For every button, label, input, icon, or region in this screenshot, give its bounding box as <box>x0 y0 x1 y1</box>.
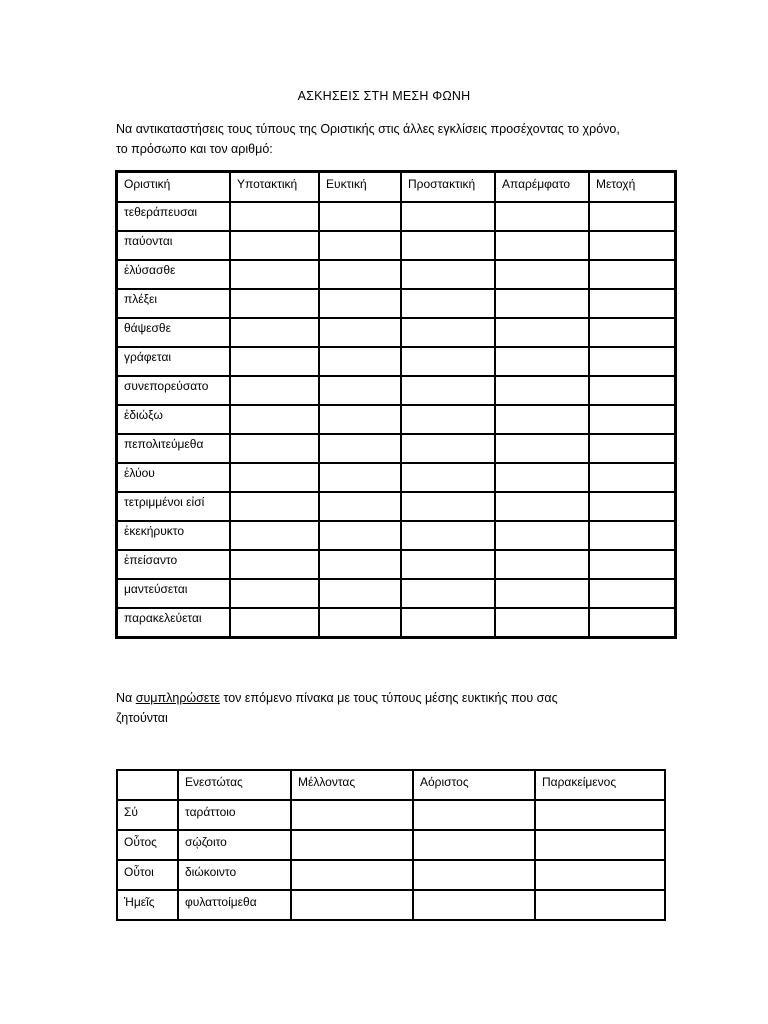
answer-cell[interactable] <box>401 579 495 608</box>
answer-cell[interactable] <box>230 231 319 260</box>
answer-cell[interactable] <box>535 860 665 890</box>
answer-cell[interactable] <box>589 434 675 463</box>
answer-cell[interactable] <box>495 521 589 550</box>
table-row <box>117 376 675 405</box>
table-row <box>117 289 675 318</box>
answer-cell[interactable] <box>535 830 665 860</box>
answer-cell[interactable] <box>589 347 675 376</box>
table-row <box>117 347 675 376</box>
answer-cell[interactable] <box>401 463 495 492</box>
answer-cell[interactable] <box>319 347 401 376</box>
answer-cell[interactable] <box>401 608 495 637</box>
answer-cell[interactable] <box>589 289 675 318</box>
page-title: ΑΣΚΗΣΕΙΣ ΣΤΗ ΜΕΣΗ ΦΩΝΗ <box>297 89 471 103</box>
answer-cell[interactable] <box>495 550 589 579</box>
answer-cell[interactable] <box>589 550 675 579</box>
answer-cell[interactable] <box>319 434 401 463</box>
exercise2-instruction <box>116 688 676 728</box>
present-optative-cell: ταράττοιο <box>178 800 291 830</box>
optative-header-row <box>117 770 665 800</box>
table-row <box>117 521 675 550</box>
exercise1-instruction <box>116 119 676 159</box>
answer-cell[interactable] <box>495 289 589 318</box>
answer-cell[interactable] <box>495 231 589 260</box>
answer-cell[interactable] <box>230 318 319 347</box>
middle-optative-table <box>116 769 666 921</box>
answer-cell[interactable] <box>319 492 401 521</box>
table-row <box>117 260 675 289</box>
indicative-form-cell: ἐλύσασθε <box>117 260 230 289</box>
answer-cell[interactable] <box>589 202 675 231</box>
column-header: Μετοχή <box>589 172 675 202</box>
answer-cell[interactable] <box>401 376 495 405</box>
subject-cell: Σύ <box>117 800 178 830</box>
answer-cell[interactable] <box>495 260 589 289</box>
indicative-form-cell: ἐλύου <box>117 463 230 492</box>
present-optative-cell: φυλαττοίμεθα <box>178 890 291 920</box>
answer-cell[interactable] <box>319 202 401 231</box>
answer-cell[interactable] <box>401 202 495 231</box>
answer-cell[interactable] <box>495 492 589 521</box>
answer-cell[interactable] <box>589 521 675 550</box>
answer-cell[interactable] <box>589 405 675 434</box>
answer-cell[interactable] <box>535 890 665 920</box>
table-row <box>117 860 665 890</box>
answer-cell[interactable] <box>589 231 675 260</box>
subject-cell: Ἡμεῖς <box>117 890 178 920</box>
answer-cell[interactable] <box>291 830 413 860</box>
column-header: Οριστική <box>117 172 230 202</box>
answer-cell[interactable] <box>319 260 401 289</box>
column-header: Απαρέμφατο <box>495 172 589 202</box>
table-row <box>117 434 675 463</box>
indicative-form-cell: παύονται <box>117 231 230 260</box>
answer-cell[interactable] <box>291 860 413 890</box>
indicative-form-cell: ἐπείσαντο <box>117 550 230 579</box>
subject-cell: Οὗτος <box>117 830 178 860</box>
table-row <box>117 550 675 579</box>
answer-cell[interactable] <box>230 608 319 637</box>
answer-cell[interactable] <box>230 463 319 492</box>
answer-cell[interactable] <box>401 318 495 347</box>
answer-cell[interactable] <box>413 800 535 830</box>
answer-cell[interactable] <box>401 434 495 463</box>
answer-cell[interactable] <box>230 202 319 231</box>
table-row <box>117 202 675 231</box>
answer-cell[interactable] <box>319 289 401 318</box>
indicative-form-cell: θάψεσθε <box>117 318 230 347</box>
answer-cell[interactable] <box>495 463 589 492</box>
indicative-form-cell: συνεπορεύσατο <box>117 376 230 405</box>
answer-cell[interactable] <box>319 376 401 405</box>
answer-cell[interactable] <box>230 521 319 550</box>
indicative-form-cell: ἐκεκήρυκτο <box>117 521 230 550</box>
column-header: Ευκτική <box>319 172 401 202</box>
column-header: Αόριστος <box>413 770 535 800</box>
table-row <box>117 830 665 860</box>
table-row <box>117 492 675 521</box>
answer-cell[interactable] <box>319 550 401 579</box>
indicative-form-cell: τετριμμένοι εἰσί <box>117 492 230 521</box>
indicative-form-cell: ἐδιώξω <box>117 405 230 434</box>
answer-cell[interactable] <box>319 608 401 637</box>
answer-cell[interactable] <box>589 608 675 637</box>
answer-cell[interactable] <box>413 890 535 920</box>
table-row <box>117 231 675 260</box>
answer-cell[interactable] <box>589 376 675 405</box>
answer-cell[interactable] <box>230 260 319 289</box>
present-optative-cell: σῴζοιτο <box>178 830 291 860</box>
answer-cell[interactable] <box>230 492 319 521</box>
indicative-form-cell: τεθεράπευσαι <box>117 202 230 231</box>
answer-cell[interactable] <box>495 347 589 376</box>
table-row <box>117 405 675 434</box>
answer-cell[interactable] <box>413 830 535 860</box>
column-header <box>117 770 178 800</box>
answer-cell[interactable] <box>401 347 495 376</box>
answer-cell[interactable] <box>401 289 495 318</box>
answer-cell[interactable] <box>589 463 675 492</box>
answer-cell[interactable] <box>401 260 495 289</box>
answer-cell[interactable] <box>230 550 319 579</box>
exercise2-instruction-line1 <box>116 688 676 708</box>
indicative-form-cell: μαντεύσεται <box>117 579 230 608</box>
exercise1-instruction-line1: Να αντικαταστήσεις τους τύπους της Οριστικής στις άλλες εγκλίσεις προσέχοντας το χρόνο, <box>116 122 620 136</box>
answer-cell[interactable] <box>589 318 675 347</box>
column-header: Μέλλοντας <box>291 770 413 800</box>
answer-cell[interactable] <box>319 579 401 608</box>
answer-cell[interactable] <box>230 289 319 318</box>
answer-cell[interactable] <box>230 579 319 608</box>
answer-cell[interactable] <box>401 492 495 521</box>
answer-cell[interactable] <box>589 492 675 521</box>
column-header: Παρακείμενος <box>535 770 665 800</box>
answer-cell[interactable] <box>535 800 665 830</box>
subject-cell: Οὗτοι <box>117 860 178 890</box>
answer-cell[interactable] <box>291 800 413 830</box>
answer-cell[interactable] <box>230 434 319 463</box>
answer-cell[interactable] <box>495 318 589 347</box>
answer-cell[interactable] <box>401 405 495 434</box>
column-header: Υποτακτική <box>230 172 319 202</box>
column-header: Ενεστώτας <box>178 770 291 800</box>
answer-cell[interactable] <box>230 376 319 405</box>
answer-cell[interactable] <box>495 608 589 637</box>
instruction-underlined-word: συμπληρώσετε <box>135 691 220 705</box>
answer-cell[interactable] <box>413 860 535 890</box>
verb-moods-table <box>115 170 677 639</box>
column-header: Προστακτική <box>401 172 495 202</box>
answer-cell[interactable] <box>495 434 589 463</box>
indicative-form-cell: γράφεται <box>117 347 230 376</box>
verb-moods-header-row <box>117 172 675 202</box>
table-row <box>117 579 675 608</box>
present-optative-cell: διώκοιντο <box>178 860 291 890</box>
table-row <box>117 463 675 492</box>
table-row <box>117 890 665 920</box>
answer-cell[interactable] <box>495 376 589 405</box>
instruction-suffix: τον επόμενο πίνακα με τους τύπους μέσης ευκτικής που σας <box>219 691 558 705</box>
answer-cell[interactable] <box>319 405 401 434</box>
indicative-form-cell: πλέξει <box>117 289 230 318</box>
answer-cell[interactable] <box>230 405 319 434</box>
exercise2-instruction-line2: ζητούνται <box>116 711 168 725</box>
exercise1-instruction-line2: το πρόσωπο και τον αριθμό: <box>116 142 273 156</box>
table-row <box>117 800 665 830</box>
answer-cell[interactable] <box>230 347 319 376</box>
table-row <box>117 608 675 637</box>
answer-cell[interactable] <box>401 521 495 550</box>
indicative-form-cell: πεπολιτεύμεθα <box>117 434 230 463</box>
answer-cell[interactable] <box>319 318 401 347</box>
answer-cell[interactable] <box>319 521 401 550</box>
answer-cell[interactable] <box>495 405 589 434</box>
answer-cell[interactable] <box>401 550 495 579</box>
answer-cell[interactable] <box>495 202 589 231</box>
instruction-prefix: Να <box>116 691 136 705</box>
answer-cell[interactable] <box>401 231 495 260</box>
answer-cell[interactable] <box>589 579 675 608</box>
answer-cell[interactable] <box>319 231 401 260</box>
table-row <box>117 318 675 347</box>
answer-cell[interactable] <box>495 579 589 608</box>
indicative-form-cell: παρακελεύεται <box>117 608 230 637</box>
answer-cell[interactable] <box>589 260 675 289</box>
answer-cell[interactable] <box>291 890 413 920</box>
answer-cell[interactable] <box>319 463 401 492</box>
